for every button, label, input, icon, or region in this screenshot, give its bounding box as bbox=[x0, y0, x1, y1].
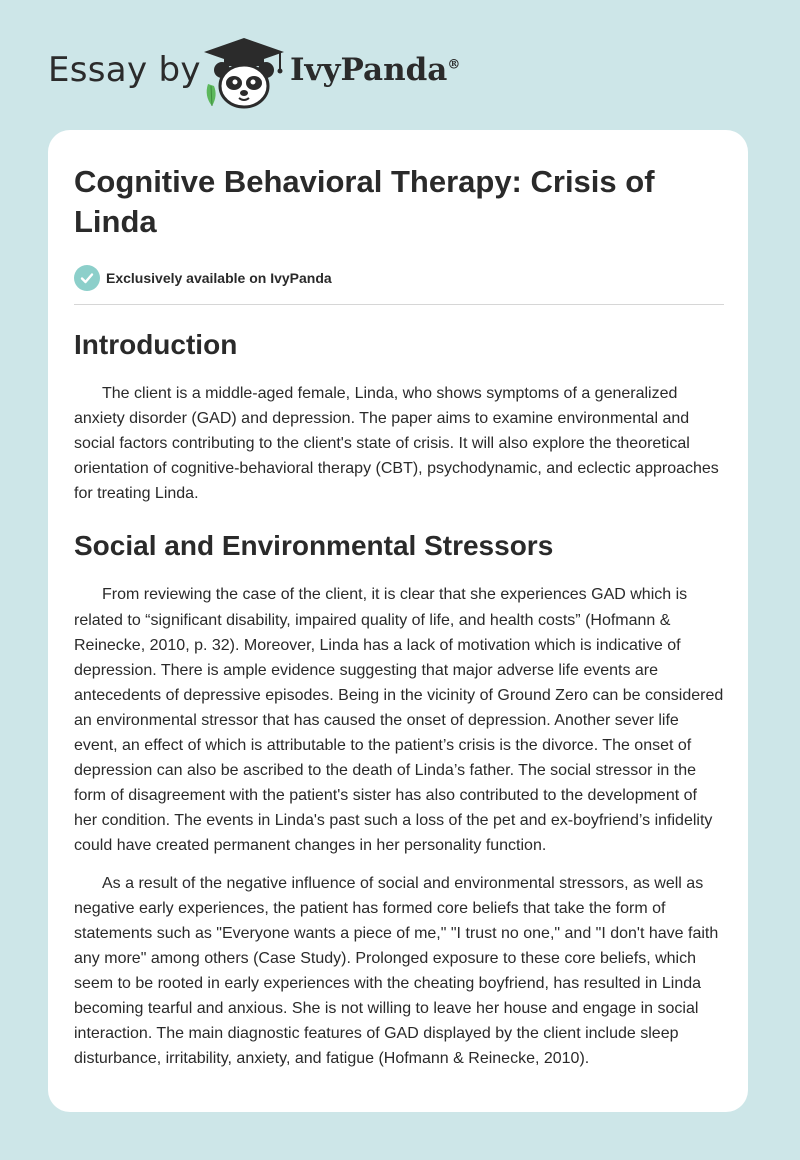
essay-by-label: Essay by bbox=[48, 50, 201, 90]
brand-name: IvyPanda bbox=[290, 52, 448, 88]
section-heading-introduction: Introduction bbox=[74, 329, 238, 360]
article-card bbox=[48, 130, 748, 1112]
exclusive-label: Exclusively available on IvyPanda bbox=[106, 270, 332, 286]
article-title: Cognitive Behavioral Therapy: Crisis of Linda bbox=[74, 164, 655, 239]
title-divider bbox=[74, 304, 724, 305]
paragraph: From reviewing the case of the client, it is clear that she experiences GAD which is related to “significant disability, impaired quality of life, and health costs” (Hofmann & Reinecke, 2010, p. 32). Moreover, Linda has a lack of motivation which is indicative of depression. There is ample evidence suggesting that major adverse life events are antecedents of depressive episodes. Being in the vicinity of Ground Zero can be considered an environmental stressor that has caused the onset of depression. Another sever life event, an effect of which is attributable to the patient’s crisis is the divorce. The onset of depression can also be ascribed to the death of Linda’s father. The social stressor in the form of disagreement with the patient's sister has also contributed to the development of her condition. The events in Linda's past such a loss of the pet and ex-boyfriend’s infidelity could have created permanent changes in her personality function. bbox=[74, 586, 724, 855]
registered-mark: ® bbox=[447, 57, 461, 73]
check-icon bbox=[74, 265, 100, 291]
section-heading-stressors: Social and Environmental Stressors bbox=[74, 530, 554, 562]
article-content bbox=[74, 162, 724, 1071]
paragraph: The client is a middle-aged female, Linda, who shows symptoms of a generalized anxiety disorder (GAD) and depression. The paper aims to examine environmental and social factors contributing to the client's state of crisis. It will also explore the theoretical orientation of cognitive-behavioral therapy (CBT), psychodynamic, and eclectic approaches for treating Linda. bbox=[74, 385, 719, 503]
exclusive-badge bbox=[74, 264, 724, 292]
site-header bbox=[0, 0, 800, 130]
paragraph: As a result of the negative influence of social and environmental stressors, as well as negative early experiences, the patient has formed core beliefs that take the form of statements such as "Everyone wants a piece of me," "I trust no one," and "I don't have faith any more" among others (Case Study). Prolonged exposure to these core beliefs, which seem to be rooted in early experiences with the cheating boyfriend, has resulted in Linda becoming tearful and anxious. She is not willing to leave her house and engage in social interaction. The main diagnostic features of GAD displayed by the client include sleep disturbance, irritability, anxiety, and fatigue (Hofmann & Reinecke, 2010). bbox=[74, 874, 719, 1068]
panda-graduate-icon[interactable] bbox=[202, 36, 286, 110]
brand-logo-text[interactable] bbox=[290, 52, 460, 88]
